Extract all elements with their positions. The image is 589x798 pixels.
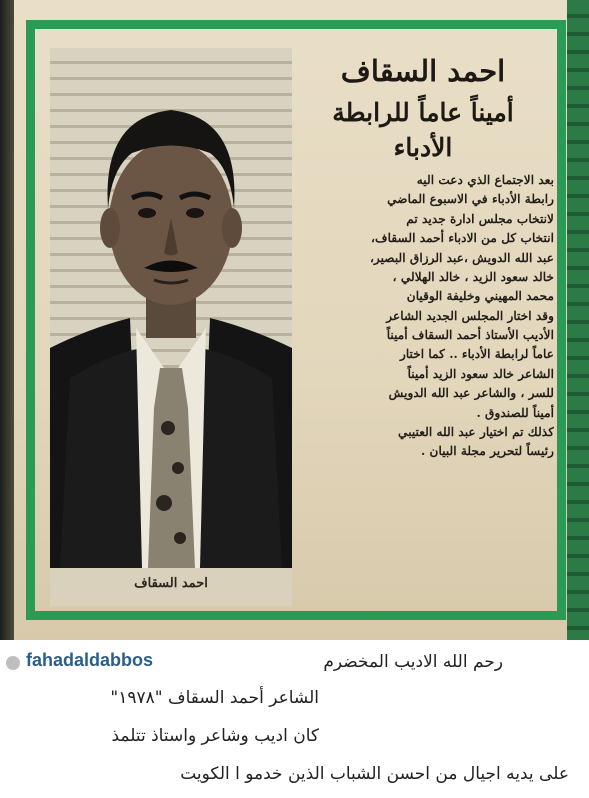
article-headline-subtitle: الأدباء [393,132,453,162]
article-body-line: الأديب الأستاذ أحمد السقاف أميناً [386,328,554,343]
page-left-edge [0,0,14,640]
article-body-line: أميناً للصندوق . [476,405,554,420]
post-caption-line: رحم الله الاديب المخضرم [323,652,503,672]
article-body-line: الشاعر خالد سعود الزيد أميناً [407,366,554,381]
article-body-line: عبد الله الدويش ،عبد الرزاق البصير، [369,250,554,265]
portrait-photo [50,48,292,568]
article-body-line: بعد الاجتماع الذي دعت اليه [416,172,554,187]
portrait-block [50,48,292,606]
post-first-row [0,650,589,676]
user-avatar-icon [6,656,20,670]
article-body-line: كذلك تم اختيار عبد الله العتيبي [398,425,554,440]
post-caption-line: على يديه اجيال من احسن الشباب الذين خدمو ا الكويت [180,764,569,784]
article-body-line: للسر ، والشاعر عبد الله الدويش [388,386,554,401]
article-body-line: رابطة الأدباء في الاسبوع الماضي [387,192,554,207]
post-caption-line: الشاعر أحمد السقاف "١٩٧٨" [110,688,319,708]
portrait-caption: احمد السقاف [134,576,208,591]
article-body-line: رئيساً لتحرير مجلة البيان . [421,444,554,459]
article-body-line: محمد المهيني وخليفة الوقيان [406,289,554,304]
post-username-link[interactable]: fahadaldabbos [26,650,154,670]
man-portrait-illustration [50,48,292,568]
article-body-line: وقد اختار المجلس الجديد الشاعر [386,308,554,323]
article-body-line: لانتخاب مجلس ادارة جديد تم [406,211,554,226]
article-body-line: خالد سعود الزيد ، خالد الهلالي ، [392,269,554,284]
article-body-line: عاماً لرابطة الأدباء .. كما اختار [399,347,554,362]
post-caption-line: كان اديب وشاعر واستاذ تتلمذ [111,726,319,746]
article-headline-title: أميناً عاماً للرابطة [332,98,514,128]
article-body [292,171,554,462]
post-caption-area [0,640,589,798]
article-body-line: انتخاب كل من الادباء أحمد السقاف، [371,231,554,246]
page-right-edge [567,0,589,640]
article-headline-name: احمد السقاف [340,54,506,88]
article-column [292,52,554,612]
